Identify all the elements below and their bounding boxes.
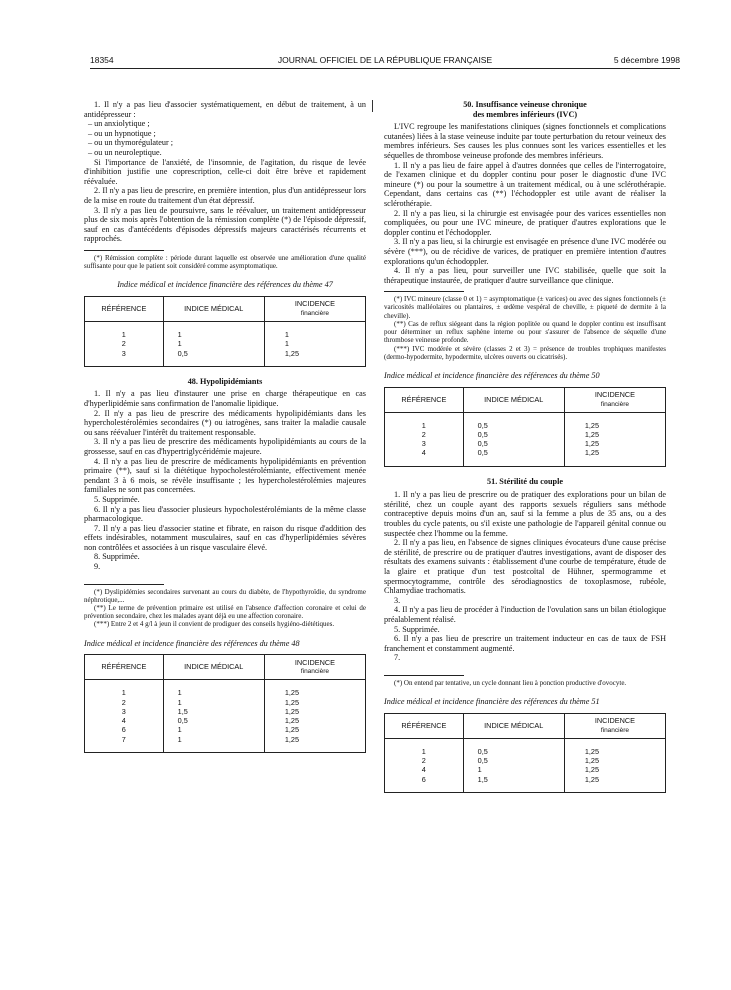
col-header-indice: INDICE MÉDICAL [463, 713, 564, 738]
table-row [385, 747, 666, 756]
cell-indice: 1 [163, 688, 264, 697]
footnote-rule [384, 291, 464, 292]
cell-indice: 1 [163, 735, 264, 744]
footnote: (***) Entre 2 et 4 g/l à jeun il convient de prodiguer des conseils hygiéno-diététiques. [94, 620, 335, 629]
paragraph: 6. Il n'y a pas lieu de prescrire un traitement inducteur en cas de taux de FSH franchement et constamment augmenté. [384, 634, 666, 653]
cell-indice: 1 [463, 765, 564, 774]
paragraph: 2. Il n'y a pas lieu, si la chirurgie est envisagée pour des varices essentielles non compliquées, ou pour une IVC mineure, de pratiquer d'autres explorations que le doppler continu et l'échodoppler. [384, 208, 666, 237]
paragraph: 1. Il n'y a pas lieu de faire appel à d'autres données que celles de l'interrogatoire, de l'examen clinique et du doppler continu pour poser le diagnostic d'une IVC mineure (*) ou pour la soumettre à un traitement médical, ou à une sclérothérapie. Cependant, dans certains cas (**) l'échodoppler est utile avant de réaliser la sclérothérapie. [384, 160, 666, 208]
cell-reference: 7 [85, 735, 164, 744]
cell-indice: 1,5 [463, 775, 564, 784]
table-row [385, 448, 666, 457]
paragraph: L'IVC regroupe les manifestations cliniques (signes fonctionnels et complications cutanées) liées à la stase veineuse induite par toute perturbation du retour veineux des membres inférieurs. Ses causes les plus connues sont les varices essentielles et les séquelles de thrombose veineuse profonde des membres inférieurs. [384, 122, 666, 160]
paragraph: 3. [394, 595, 401, 605]
section-title-51: 51. Stérilité du couple [487, 476, 563, 486]
footnote: (*) On entend par tentative, un cycle donnant lieu à ponction productive d'ovocyte. [394, 678, 627, 687]
cell-indice: 0,5 [463, 448, 564, 457]
table-row [385, 439, 666, 448]
cell-reference: 2 [385, 430, 464, 439]
col-header-reference: RÉFÉRENCE [85, 655, 164, 680]
col-header-reference: RÉFÉRENCE [385, 387, 464, 412]
paragraph: 4. Il n'y a pas lieu, pour surveiller une IVC stabilisée, quelle que soit la thérapeutique instaurée, de pratiquer d'autre surveillance que clinique. [384, 266, 666, 285]
cell-incidence: 1,25 [564, 430, 665, 439]
footnote-rule [84, 584, 164, 585]
table-theme-51 [384, 713, 666, 793]
cell-reference: 1 [85, 688, 164, 697]
col-header-indice: INDICE MÉDICAL [163, 655, 264, 680]
footnote-rule [84, 250, 164, 251]
cell-reference: 6 [85, 725, 164, 734]
cell-indice: 0,5 [463, 430, 564, 439]
table-row [85, 725, 366, 734]
table-caption-48: Indice médical et incidence financière des références du thème 48 [84, 638, 300, 648]
col-header-reference: RÉFÉRENCE [85, 296, 164, 321]
col-header-indice: INDICE MÉDICAL [463, 387, 564, 412]
cell-indice: 0,5 [463, 421, 564, 430]
table-row [85, 349, 366, 358]
paragraph: 1. Il n'y a pas lieu d'instaurer une prise en charge thérapeutique en cas d'hyperlipidémie sans confirmation de l'anomalie lipidique. [84, 389, 366, 408]
cell-incidence: 1,25 [564, 775, 665, 784]
paragraph: Si l'importance de l'anxiété, de l'insomnie, de l'agitation, du risque de levée d'inhibition justifie une coprescription, celle-ci doit être brève et rapidement réévaluée. [84, 157, 366, 186]
list-item: – ou un neuroleptique. [88, 147, 162, 157]
paragraph: 5. Supprimée. [94, 494, 140, 504]
footnote: (**) Le terme de prévention primaire est utilisé en l'absence d'affection coronaire et celui de prévention secondaire, chez les malades ayant déjà eu une affection coronaire. [84, 604, 366, 621]
cell-reference: 4 [85, 716, 164, 725]
cell-reference: 2 [385, 756, 464, 765]
table-caption-47: Indice médical et incidence financière des références du thème 47 [117, 280, 333, 290]
column-separator [372, 100, 373, 112]
cell-incidence: 1 [264, 330, 365, 339]
paragraph: 8. Supprimée. [94, 552, 140, 562]
cell-reference: 2 [85, 698, 164, 707]
paragraph: 9. [94, 562, 101, 572]
cell-incidence: 1,25 [264, 349, 365, 358]
table-row [85, 716, 366, 725]
cell-incidence: 1 [264, 339, 365, 348]
journal-title: JOURNAL OFFICIEL DE LA RÉPUBLIQUE FRANÇAISE [277, 55, 493, 65]
paragraph: 3. Il n'y a pas lieu de prescrire des médicaments hypolipidémiants au cours de la grossesse, sauf en cas d'hypertriglycéridémie majeure. [84, 437, 366, 456]
cell-incidence: 1,25 [264, 688, 365, 697]
cell-indice: 0,5 [163, 716, 264, 725]
section-title-50: 50. Insuffisance veineuse chronique [463, 100, 587, 109]
list-item: – ou un hypnotique ; [88, 128, 156, 138]
bullet-list [84, 119, 366, 157]
paragraph: 2. Il n'y a pas lieu de prescrire, en première intention, plus d'un antidépresseur lors de la mise en route du traitement d'un état dépressif. [84, 186, 366, 205]
table-row [385, 756, 666, 765]
table-row [85, 735, 366, 744]
cell-indice: 0,5 [463, 747, 564, 756]
table-row [385, 430, 666, 439]
table-theme-48 [84, 654, 366, 753]
cell-incidence: 1,25 [564, 756, 665, 765]
section-48-body [84, 389, 366, 571]
table-caption-50: Indice médical et incidence financière des références du thème 50 [384, 370, 600, 380]
right-column [384, 100, 666, 793]
paragraph: 5. Supprimée. [394, 624, 440, 634]
table-row [85, 339, 366, 348]
table-row [85, 698, 366, 707]
cell-reference: 3 [85, 707, 164, 716]
list-item: – un anxiolytique ; [88, 119, 150, 129]
cell-indice: 0,5 [163, 349, 264, 358]
cell-indice: 1 [163, 339, 264, 348]
cell-incidence: 1,25 [564, 421, 665, 430]
list-item: – ou un thymorégulateur ; [88, 138, 174, 148]
page-number: 18354 [90, 55, 114, 65]
paragraph: 6. Il n'y a pas lieu d'associer plusieurs hypocholestérolémiants de la même classe pharmacologique. [84, 504, 366, 524]
paragraph: 2. Il n'y a pas lieu de prescrire des médicaments hypolipidémiants dans les hypercholestérolémies secondaires (*) ou iatrogènes, sans traiter la maladie causale ou sans réévaluer l'intérêt du traitement responsable. [84, 408, 366, 437]
footnote: (*) IVC mineure (classe 0 et 1) = asymptomatique (± varices) ou avec des signes fonctionnels (± varicosités malléolaires ou plantaires, ± œdème vespéral de cheville, ± piqueté de dermite à la cheville). [384, 295, 666, 320]
cell-indice: 1 [163, 698, 264, 707]
issue-date: 5 décembre 1998 [613, 55, 680, 65]
cell-reference: 3 [85, 349, 164, 358]
cell-indice: 0,5 [463, 439, 564, 448]
cell-incidence: 1,25 [264, 725, 365, 734]
col-header-incidence: INCIDENCE financière [564, 387, 665, 412]
paragraph: 4. Il n'y a pas lieu de procéder à l'induction de l'ovulation sans un bilan étiologique préalablement réalisé. [384, 605, 666, 624]
table-row [85, 688, 366, 697]
table-row [385, 421, 666, 430]
cell-indice: 0,5 [463, 756, 564, 765]
paragraph: 3. Il n'y a pas lieu de poursuivre, sans le réévaluer, un traitement antidépresseur plus de six mois après l'obtention de la rémission complète (*) de l'épisode dépressif, sauf en cas d'antécédents d'épisodes dépressifs majeurs caractérisés récurrents et rapprochés. [84, 205, 366, 244]
cell-reference: 2 [85, 339, 164, 348]
cell-incidence: 1,25 [564, 747, 665, 756]
left-column [84, 100, 366, 753]
paragraph: 3. Il n'y a pas lieu, si la chirurgie est envisagée en présence d'une IVC modérée ou sévère (***), ou de récidive de varices, de pratiquer en première intention d'autres explorations qu'un échodoppler. [384, 237, 666, 266]
paragraph: 7. [394, 653, 401, 663]
page-header [90, 55, 680, 69]
paragraph: 7. Il n'y a pas lieu d'associer statine et fibrate, en raison du risque d'addition des effets indésirables, notamment musculaires, sauf en cas d'hyperlipidémies sévères non contrôlées et associées à un risque vasculaire élevé. [84, 523, 366, 552]
table-row [85, 330, 366, 339]
table-row [85, 707, 366, 716]
table-theme-50 [384, 387, 666, 467]
section-subtitle-50: des membres inférieurs (IVC) [472, 109, 578, 119]
footnote: (*) Dyslipidémies secondaires survenant au cours du diabète, de l'hypothyroïdie, du syndrome néphrotique,... [84, 587, 366, 604]
cell-reference: 6 [385, 775, 464, 784]
paragraph: 2. Il n'y a pas lieu, en l'absence de signes cliniques évocateurs d'une cause précise de stérilité, de prescrire ou de pratiquer d'autres investigations, avant de disposer des résultats des examens suivants : établissement d'une courbe de température, étude de la glaire et pratique d'un test postcoïtal de Hühner, spermogramme et spermocytogramme, contrôle des sérodiagnostics de toxoplasmose, rubéole, Chlamydiae trachomatis. [384, 538, 666, 596]
col-header-incidence: INCIDENCE financière [264, 655, 365, 680]
header-rule [90, 68, 680, 69]
footnote: (**) Cas de reflux siégeant dans la région poplitée ou quand le doppler continu est insuffisant pour déterminer un reflux saphène interne ou pour s'assurer de l'absence de séquelle d'une thrombose veineuse profonde. [384, 319, 666, 345]
footnote: (*) Rémission complète : période durant laquelle est observée une amélioration d'une qualité suffisante pour que le patient soit considéré comme asymptomatique. [84, 253, 366, 271]
cell-incidence: 1,25 [264, 698, 365, 707]
cell-incidence: 1,25 [564, 448, 665, 457]
cell-reference: 4 [385, 448, 464, 457]
cell-incidence: 1,25 [264, 735, 365, 744]
paragraph: 4. Il n'y a pas lieu de prescrire de médicaments hypolipidémiants en prévention primaire (**), sauf si la diététique hypocholestérolémiante, effectivement menée pendant 3 à 6 mois, se révèle insuffisante ; les hypercholestérolémies majeures familiales ne sont pas concernées. [84, 456, 366, 495]
table-theme-47 [84, 296, 366, 367]
section-51-body [384, 490, 666, 663]
cell-reference: 4 [385, 765, 464, 774]
col-header-reference: RÉFÉRENCE [385, 713, 464, 738]
section-title-48: 48. Hypolipidémiants [187, 376, 263, 386]
cell-reference: 1 [385, 747, 464, 756]
footnote: (***) IVC modérée et sévère (classes 2 et 3) = présence de troubles trophiques manifestes (dermo-hypodermite, hypodermite, ulcères ouverts ou cicatrisés). [384, 344, 666, 361]
cell-reference: 1 [385, 421, 464, 430]
cell-indice: 1 [163, 330, 264, 339]
intro-paragraph: 1. Il n'y a pas lieu d'associer systématiquement, en début de traitement, à un antidépresseur : [84, 100, 366, 119]
cell-indice: 1 [163, 725, 264, 734]
table-row [385, 775, 666, 784]
footnote-rule [384, 675, 464, 676]
paragraph: 1. Il n'y a pas lieu de prescrire ou de pratiquer des explorations pour un bilan de stérilité, chez un couple ayant des rapports sexuels réguliers sans méthode contraceptive depuis moins d'un an, sauf si la femme a plus de 35 ans, ou a des troubles du cycle patents, ou s'il existe une pathologie de l'appareil génital connue ou suspectée chez l'homme ou la femme. [384, 490, 666, 538]
cell-incidence: 1,25 [264, 716, 365, 725]
col-header-incidence: INCIDENCE financière [564, 713, 665, 738]
col-header-incidence: INCIDENCE financière [264, 296, 365, 321]
table-caption-51: Indice médical et incidence financière des références du thème 51 [384, 697, 600, 707]
cell-reference: 3 [385, 439, 464, 448]
cell-incidence: 1,25 [564, 765, 665, 774]
cell-indice: 1,5 [163, 707, 264, 716]
col-header-indice: INDICE MÉDICAL [163, 296, 264, 321]
cell-reference: 1 [85, 330, 164, 339]
cell-incidence: 1,25 [564, 439, 665, 448]
table-row [385, 765, 666, 774]
cell-incidence: 1,25 [264, 707, 365, 716]
